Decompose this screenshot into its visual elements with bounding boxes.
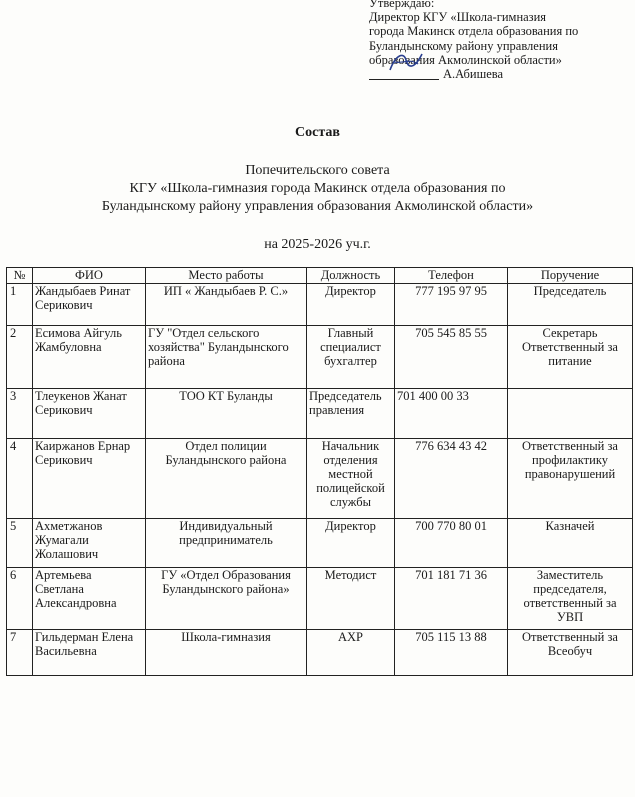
cell-num: 5 xyxy=(7,519,33,568)
cell-name: Каиржанов Ернар Серикович xyxy=(33,439,146,519)
approval-org-line: города Макинск отдела образования по xyxy=(369,24,579,39)
cell-phone: 701 400 00 33 xyxy=(395,389,508,439)
cell-work: ГУ «Отдел Образования Буландынского района» xyxy=(146,568,307,630)
signer-name: А.Абишева xyxy=(443,67,504,82)
subtitle-line-1: Попечительского совета xyxy=(245,163,390,178)
cell-phone: 701 181 71 36 xyxy=(395,568,508,630)
table-row xyxy=(7,519,633,568)
cell-num: 1 xyxy=(7,284,33,326)
cell-phone: 777 195 97 95 xyxy=(395,284,508,326)
table-row xyxy=(7,389,633,439)
cell-work: ТОО КТ Буланды xyxy=(146,389,307,439)
table-row xyxy=(7,326,633,389)
subtitle-line-2: КГУ «Школа-гимназия города Макинск отдела образования по xyxy=(129,181,506,196)
table-row xyxy=(7,630,633,676)
approval-org-line: Буландынскому району управления xyxy=(369,38,558,53)
header-position: Должность xyxy=(307,268,395,284)
table-row xyxy=(7,439,633,519)
cell-work: ИП « Жандыбаев Р. С.» xyxy=(146,284,307,326)
cell-name: Тлеукенов Жанат Серикович xyxy=(33,389,146,439)
approval-label: Утверждаю: xyxy=(369,0,435,10)
cell-num: 3 xyxy=(7,389,33,439)
cell-work: Школа-гимназия xyxy=(146,630,307,676)
cell-num: 7 xyxy=(7,630,33,676)
header-name: ФИО xyxy=(33,268,146,284)
cell-position: Начальник отделения местной полицейской службы xyxy=(307,439,395,519)
cell-task: Секретарь Ответственный за питание xyxy=(508,326,633,389)
header-num: № xyxy=(7,268,33,284)
cell-phone: 705 545 85 55 xyxy=(395,326,508,389)
cell-phone: 700 770 80 01 xyxy=(395,519,508,568)
cell-name: Есимова Айгуль Жамбуловна xyxy=(33,326,146,389)
cell-position: Главный специалист бухгалтер xyxy=(307,326,395,389)
council-table xyxy=(6,267,633,676)
subtitle-line-3: Буландынскому району управления образования Акмолинской области» xyxy=(101,199,534,214)
cell-position: Директор xyxy=(307,519,395,568)
cell-task: Казначей xyxy=(508,519,633,568)
header-phone: Телефон xyxy=(395,268,508,284)
cell-task: Ответственный за Всеобуч xyxy=(508,630,633,676)
table-row xyxy=(7,284,633,326)
cell-phone: 776 634 43 42 xyxy=(395,439,508,519)
approval-org-line: образования Акмолинской области» xyxy=(369,52,562,67)
academic-year: на 2025-2026 уч.г. xyxy=(264,237,371,252)
cell-position: Методист xyxy=(307,568,395,630)
cell-position: Директор xyxy=(307,284,395,326)
cell-task: Председатель xyxy=(508,284,633,326)
header-task: Поручение xyxy=(508,268,633,284)
cell-task: Заместитель председателя, ответственный за УВП xyxy=(508,568,633,630)
cell-num: 2 xyxy=(7,326,33,389)
table-row xyxy=(7,568,633,630)
document-title: Состав xyxy=(295,125,340,140)
cell-phone: 705 115 13 88 xyxy=(395,630,508,676)
signature-mark xyxy=(384,48,428,76)
cell-position: Председатель правления xyxy=(307,389,395,439)
cell-work: ГУ "Отдел сельского хозяйства" Буландынского района xyxy=(146,326,307,389)
cell-num: 6 xyxy=(7,568,33,630)
cell-name: Гильдерман Елена Васильевна xyxy=(33,630,146,676)
cell-task: Ответственный за профилактику правонарушений xyxy=(508,439,633,519)
cell-position: АХР xyxy=(307,630,395,676)
cell-name: Ахметжанов Жумагали Жолашович xyxy=(33,519,146,568)
cell-num: 4 xyxy=(7,439,33,519)
cell-work: Отдел полиции Буландынского района xyxy=(146,439,307,519)
approval-director: Директор КГУ «Школа-гимназия xyxy=(369,10,547,25)
header-work: Место работы xyxy=(146,268,307,284)
cell-task xyxy=(508,389,633,439)
cell-name: Артемьева Светлана Александровна xyxy=(33,568,146,630)
cell-work: Индивидуальный предприниматель xyxy=(146,519,307,568)
cell-name: Жандыбаев Ринат Серикович xyxy=(33,284,146,326)
table-header-row xyxy=(7,268,633,284)
